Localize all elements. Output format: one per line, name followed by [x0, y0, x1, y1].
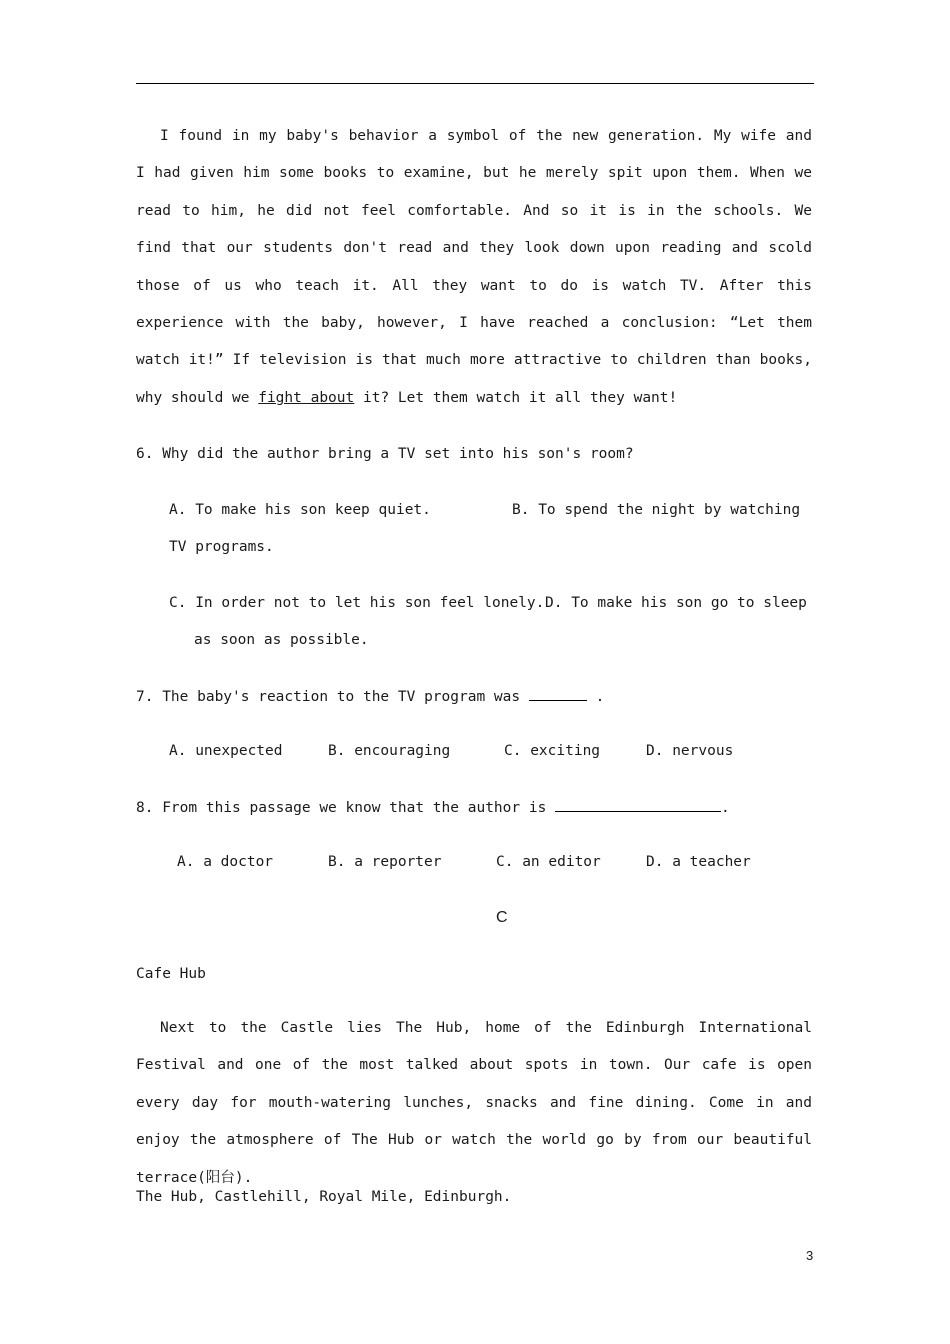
question-6-option-b-continued: TV programs.: [169, 539, 274, 555]
question-8-stem-line: [136, 797, 730, 818]
cafe-description: Next to the Castle lies The Hub, home of the Edinburgh International Festival and one of the most talked about spots in town. Our cafe is open every day for mouth-watering lunches, snacks and fine dining. Come in and enjoy the atmosphere of The Hub or watch the world go by from our beautiful terrace(阳台).: [136, 1020, 812, 1186]
question-8-option-d: D. a teacher: [646, 854, 751, 870]
question-8-option-b: B. a reporter: [328, 854, 442, 870]
question-6-option-a: A. To make his son keep quiet.: [169, 502, 431, 518]
question-8-stem-end: .: [721, 800, 730, 816]
question-8-stem: 8. From this passage we know that the author is: [136, 800, 547, 816]
question-7-stem: 7. The baby's reaction to the TV program was: [136, 689, 521, 705]
passage-b-text: I found in my baby's behavior a symbol of the new generation. My wife and I had given him some books to examine, but he merely spit upon them. When we read to him, he did not feel comfortable. And so it is in the schools. We find that our students don't read and they look down upon reading and scold those of us who teach it. All they want to do is watch TV. After this experience with the baby, however, I have reached a conclusion: “Let them watch it!” If television is that much more attractive to children than books, why should we: [136, 128, 812, 406]
question-7-option-c: C. exciting: [504, 743, 601, 759]
question-7-stem-line: [136, 686, 604, 707]
header-rule: [136, 83, 814, 84]
question-7-stem-end: .: [595, 689, 605, 705]
question-8-option-c: C. an editor: [496, 854, 601, 870]
section-c-heading: C: [496, 909, 508, 926]
cafe-description-paragraph: [136, 1010, 812, 1197]
question-7-option-b: B. encouraging: [328, 743, 451, 759]
passage-b-text-end: it? Let them watch it all they want!: [354, 389, 678, 406]
question-8-option-a: A. a doctor: [177, 854, 274, 870]
question-6-option-b: B. To spend the night by watching: [512, 502, 801, 518]
question-7-option-a: A. unexpected: [169, 743, 283, 759]
page-number: 3: [806, 1248, 814, 1263]
question-6-option-d-continued: as soon as possible.: [194, 632, 369, 648]
question-6-option-c: C. In order not to let his son feel lonely.: [169, 595, 545, 611]
passage-b-paragraph: [136, 118, 812, 417]
underlined-phrase: fight about: [258, 389, 355, 406]
cafe-title: Cafe Hub: [136, 966, 206, 982]
cafe-address: The Hub, Castlehill, Royal Mile, Edinburgh.: [136, 1189, 512, 1205]
question-7-option-d: D. nervous: [646, 743, 734, 759]
answer-blank: [555, 797, 721, 812]
question-6-option-d: D. To make his son go to sleep: [545, 595, 807, 611]
question-6-stem: 6. Why did the author bring a TV set into his son's room?: [136, 446, 634, 462]
answer-blank: [529, 686, 587, 701]
